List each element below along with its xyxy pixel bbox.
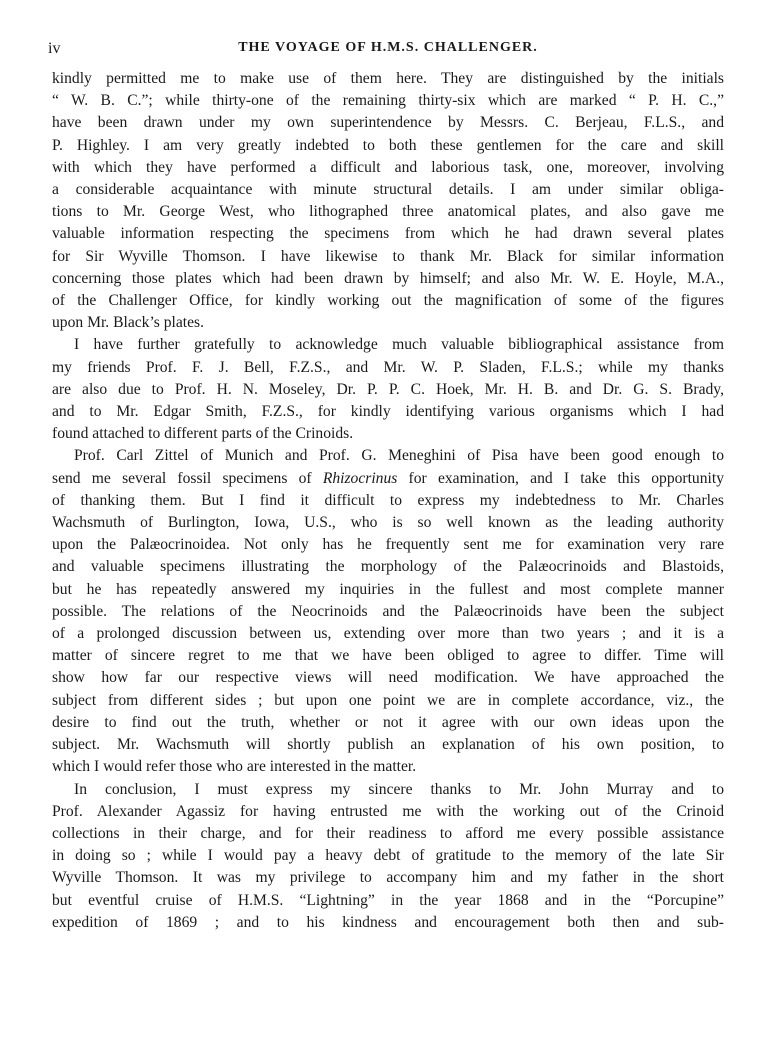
text-line: I have further gratefully to acknowledge much valuable bibliographical assistance from — [74, 336, 724, 354]
italic-genus-name: Rhizocrinus — [322, 469, 398, 487]
running-title: THE VOYAGE OF H.M.S. CHALLENGER. — [238, 40, 538, 55]
text-line: tions to Mr. George West, who lithographed three anatomical plates, and also gave me — [52, 203, 724, 221]
text-line: which I would refer those who are interested in the matter. — [52, 758, 417, 776]
text-line: and to Mr. Edgar Smith, F.Z.S., for kindly identifying various organisms which I had — [52, 403, 724, 421]
text-line: P. Highley. I am very greatly indebted to both these gentlemen for the care and skill — [52, 136, 724, 154]
text-line: are also due to Prof. H. N. Moseley, Dr. P. P. C. Hoek, Mr. H. B. and Dr. G. S. Brady, — [52, 380, 724, 398]
text-line: of a prolonged discussion between us, extending over more than two years ; and it is a — [52, 625, 724, 643]
text-line: “ W. B. C.”; while thirty-one of the remaining thirty-six which are marked “ P. H. C.,” — [52, 92, 724, 110]
text-line: Wyville Thomson. It was my privilege to accompany him and my father in the short — [52, 869, 724, 887]
text-line: a considerable acquaintance with minute structural details. I am under similar obliga- — [52, 181, 724, 199]
paragraph-1 — [52, 68, 724, 334]
page-number: iv — [48, 40, 61, 57]
text-line: possible. The relations of the Neocrinoids and the Palæocrinoids have been the subject — [52, 602, 724, 620]
text-line: in doing so ; while I would pay a heavy debt of gratitude to the memory of the late Sir — [52, 847, 724, 865]
text-segment: for examination, and I take this opportunity — [397, 469, 724, 487]
body-text — [52, 68, 724, 934]
text-line: Prof. Carl Zittel of Munich and Prof. G. Meneghini of Pisa have been good enough to — [74, 447, 724, 465]
text-line: subject from different sides ; but upon one point we are in complete accordance, viz., the — [52, 691, 724, 709]
text-line: have been drawn under my own superintendence by Messrs. C. Berjeau, F.L.S., and — [52, 114, 724, 132]
text-line: show how far our respective views will need modification. We have approached the — [52, 669, 724, 687]
text-line: desire to find out the truth, whether or not it agree with our own ideas upon the — [52, 713, 724, 731]
text-line: for Sir Wyville Thomson. I have likewise to thank Mr. Black for similar information — [52, 247, 724, 265]
paragraph-2 — [52, 334, 724, 445]
text-segment: send me several fossil specimens of — [52, 469, 323, 487]
text-line: upon the Palæocrinoidea. Not only has he frequently sent me for examination very rare — [52, 536, 724, 554]
text-line: matter of sincere regret to me that we have been obliged to agree to differ. Time will — [52, 647, 724, 665]
paragraph-4 — [52, 779, 724, 934]
text-line: subject. Mr. Wachsmuth will shortly publish an explanation of his own position, to — [52, 736, 724, 754]
text-line: found attached to different parts of the Crinoids. — [52, 425, 354, 443]
text-line: upon Mr. Black’s plates. — [52, 314, 205, 332]
page-header — [48, 40, 724, 68]
text-line: valuable information respecting the specimens from which he had drawn several plates — [52, 225, 724, 243]
document-page — [48, 40, 724, 934]
paragraph-3 — [52, 445, 724, 778]
text-line: but eventful cruise of H.M.S. “Lightning” in the year 1868 and in the “Porcupine” — [52, 891, 724, 909]
text-line: collections in their charge, and for their readiness to afford me every possible assistance — [52, 824, 724, 842]
text-line: my friends Prof. F. J. Bell, F.Z.S., and Mr. W. P. Sladen, F.L.S.; while my thanks — [52, 358, 724, 376]
text-line: but he has repeatedly answered my inquiries in the fullest and most complete manner — [52, 580, 724, 598]
text-line-with-italic — [52, 468, 724, 490]
text-line: kindly permitted me to make use of them here. They are distinguished by the initials — [52, 70, 724, 87]
text-line: of thanking them. But I find it difficult to express my indebtedness to Mr. Charles — [52, 491, 724, 509]
text-line: expedition of 1869 ; and to his kindness and encouragement both then and sub- — [52, 913, 724, 931]
text-line: concerning those plates which had been drawn by himself; and also Mr. W. E. Hoyle, M.A., — [52, 269, 724, 287]
text-line: Wachsmuth of Burlington, Iowa, U.S., who is so well known as the leading authority — [52, 514, 724, 532]
text-line: In conclusion, I must express my sincere thanks to Mr. John Murray and to — [74, 780, 724, 798]
text-line: with which they have performed a difficult and laborious task, one, moreover, involving — [52, 158, 724, 176]
text-line: and valuable specimens illustrating the morphology of the Palæocrinoids and Blastoids, — [52, 558, 724, 576]
text-line: Prof. Alexander Agassiz for having entrusted me with the working out of the Crinoid — [52, 802, 724, 820]
text-line: of the Challenger Office, for kindly working out the magnification of some of the figures — [52, 292, 724, 310]
